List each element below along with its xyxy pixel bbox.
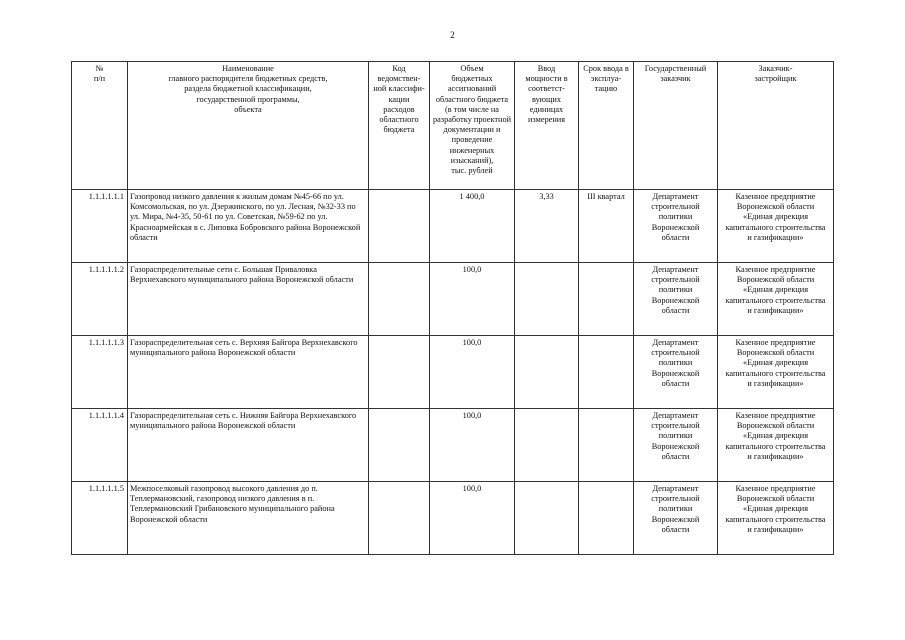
budget-amount: 100,0 <box>430 263 515 336</box>
budget-code <box>369 190 430 263</box>
budget-amount: 100,0 <box>430 409 515 482</box>
table-row <box>72 482 834 555</box>
commission-term: III квартал <box>579 190 634 263</box>
state-customer: Департамент строительной политики Воронежской области <box>634 190 718 263</box>
commission-term <box>579 482 634 555</box>
budget-code <box>369 336 430 409</box>
table-row <box>72 409 834 482</box>
table-row <box>72 336 834 409</box>
header-customer: Государственный заказчик <box>634 62 718 190</box>
table-row <box>72 190 834 263</box>
header-developer: Заказчик- застройщик <box>718 62 834 190</box>
developer: Казенное предприятие Воронежской области «Единая дирекция капитального строительства и газификации» <box>718 336 834 409</box>
state-customer: Департамент строительной политики Воронежской области <box>634 482 718 555</box>
row-number: 1.1.1.1.1.2 <box>72 263 128 336</box>
budget-code <box>369 409 430 482</box>
row-number: 1.1.1.1.1.1 <box>72 190 128 263</box>
header-term: Срок ввода в эксплуа- тацию <box>579 62 634 190</box>
developer: Казенное предприятие Воронежской области «Единая дирекция капитального строительства и газификации» <box>718 482 834 555</box>
object-name: Газораспределительная сеть с. Нижняя Байгора Верхнехавского муниципального района Воронежской области <box>128 409 369 482</box>
developer: Казенное предприятие Воронежской области «Единая дирекция капитального строительства и газификации» <box>718 190 834 263</box>
object-name: Газораспределительные сети с. Большая Приваловка Верхнехавского муниципального района Воронежской области <box>128 263 369 336</box>
capacity <box>515 336 579 409</box>
header-amount: Объем бюджетных ассигнований областного бюджета (в том числе на разработку проектной документации и проведение инженерных изысканий), тыс. рублей <box>430 62 515 190</box>
state-customer: Департамент строительной политики Воронежской области <box>634 409 718 482</box>
developer: Казенное предприятие Воронежской области «Единая дирекция капитального строительства и газификации» <box>718 409 834 482</box>
header-capacity: Ввод мощности в соответст- вующих единицах измерения <box>515 62 579 190</box>
capacity <box>515 263 579 336</box>
row-number: 1.1.1.1.1.4 <box>72 409 128 482</box>
page-number: 2 <box>450 30 455 40</box>
row-number: 1.1.1.1.1.3 <box>72 336 128 409</box>
budget-amount: 100,0 <box>430 336 515 409</box>
budget-code <box>369 263 430 336</box>
developer: Казенное предприятие Воронежской области «Единая дирекция капитального строительства и газификации» <box>718 263 834 336</box>
commission-term <box>579 336 634 409</box>
budget-amount: 1 400,0 <box>430 190 515 263</box>
object-name: Межпоселковый газопровод высокого давления до п. Теплермановский, газопровод низкого давления в п. Теплермановский Грибановского муниципального района Воронежской области <box>128 482 369 555</box>
state-customer: Департамент строительной политики Воронежской области <box>634 263 718 336</box>
table-row <box>72 263 834 336</box>
budget-code <box>369 482 430 555</box>
header-code: Код ведомствен- ной классифи- кации расходов областного бюджета <box>369 62 430 190</box>
object-name: Газопровод низкого давления к жилым домам №45-66 по ул. Комсомольская, по ул. Дзержинского, по ул. Лесная, №32-33 по ул. Мира, №4-35, 50-61 по ул. Советская, №59-62 по ул. Красноармейская в с. Липовка Бобровского района Воронежской области <box>128 190 369 263</box>
header-name: Наименование главного распорядителя бюджетных средств, раздела бюджетной классификации, государственной программы, объекта <box>128 62 369 190</box>
capacity <box>515 409 579 482</box>
table-header-row <box>72 62 834 190</box>
capacity: 3,33 <box>515 190 579 263</box>
commission-term <box>579 409 634 482</box>
commission-term <box>579 263 634 336</box>
investment-objects-table <box>71 61 834 555</box>
capacity <box>515 482 579 555</box>
row-number: 1.1.1.1.1.5 <box>72 482 128 555</box>
budget-amount: 100,0 <box>430 482 515 555</box>
state-customer: Департамент строительной политики Воронежской области <box>634 336 718 409</box>
object-name: Газораспределительная сеть с. Верхняя Байгора Верхнехавского муниципального района Воронежской области <box>128 336 369 409</box>
header-number: № п/п <box>72 62 128 190</box>
